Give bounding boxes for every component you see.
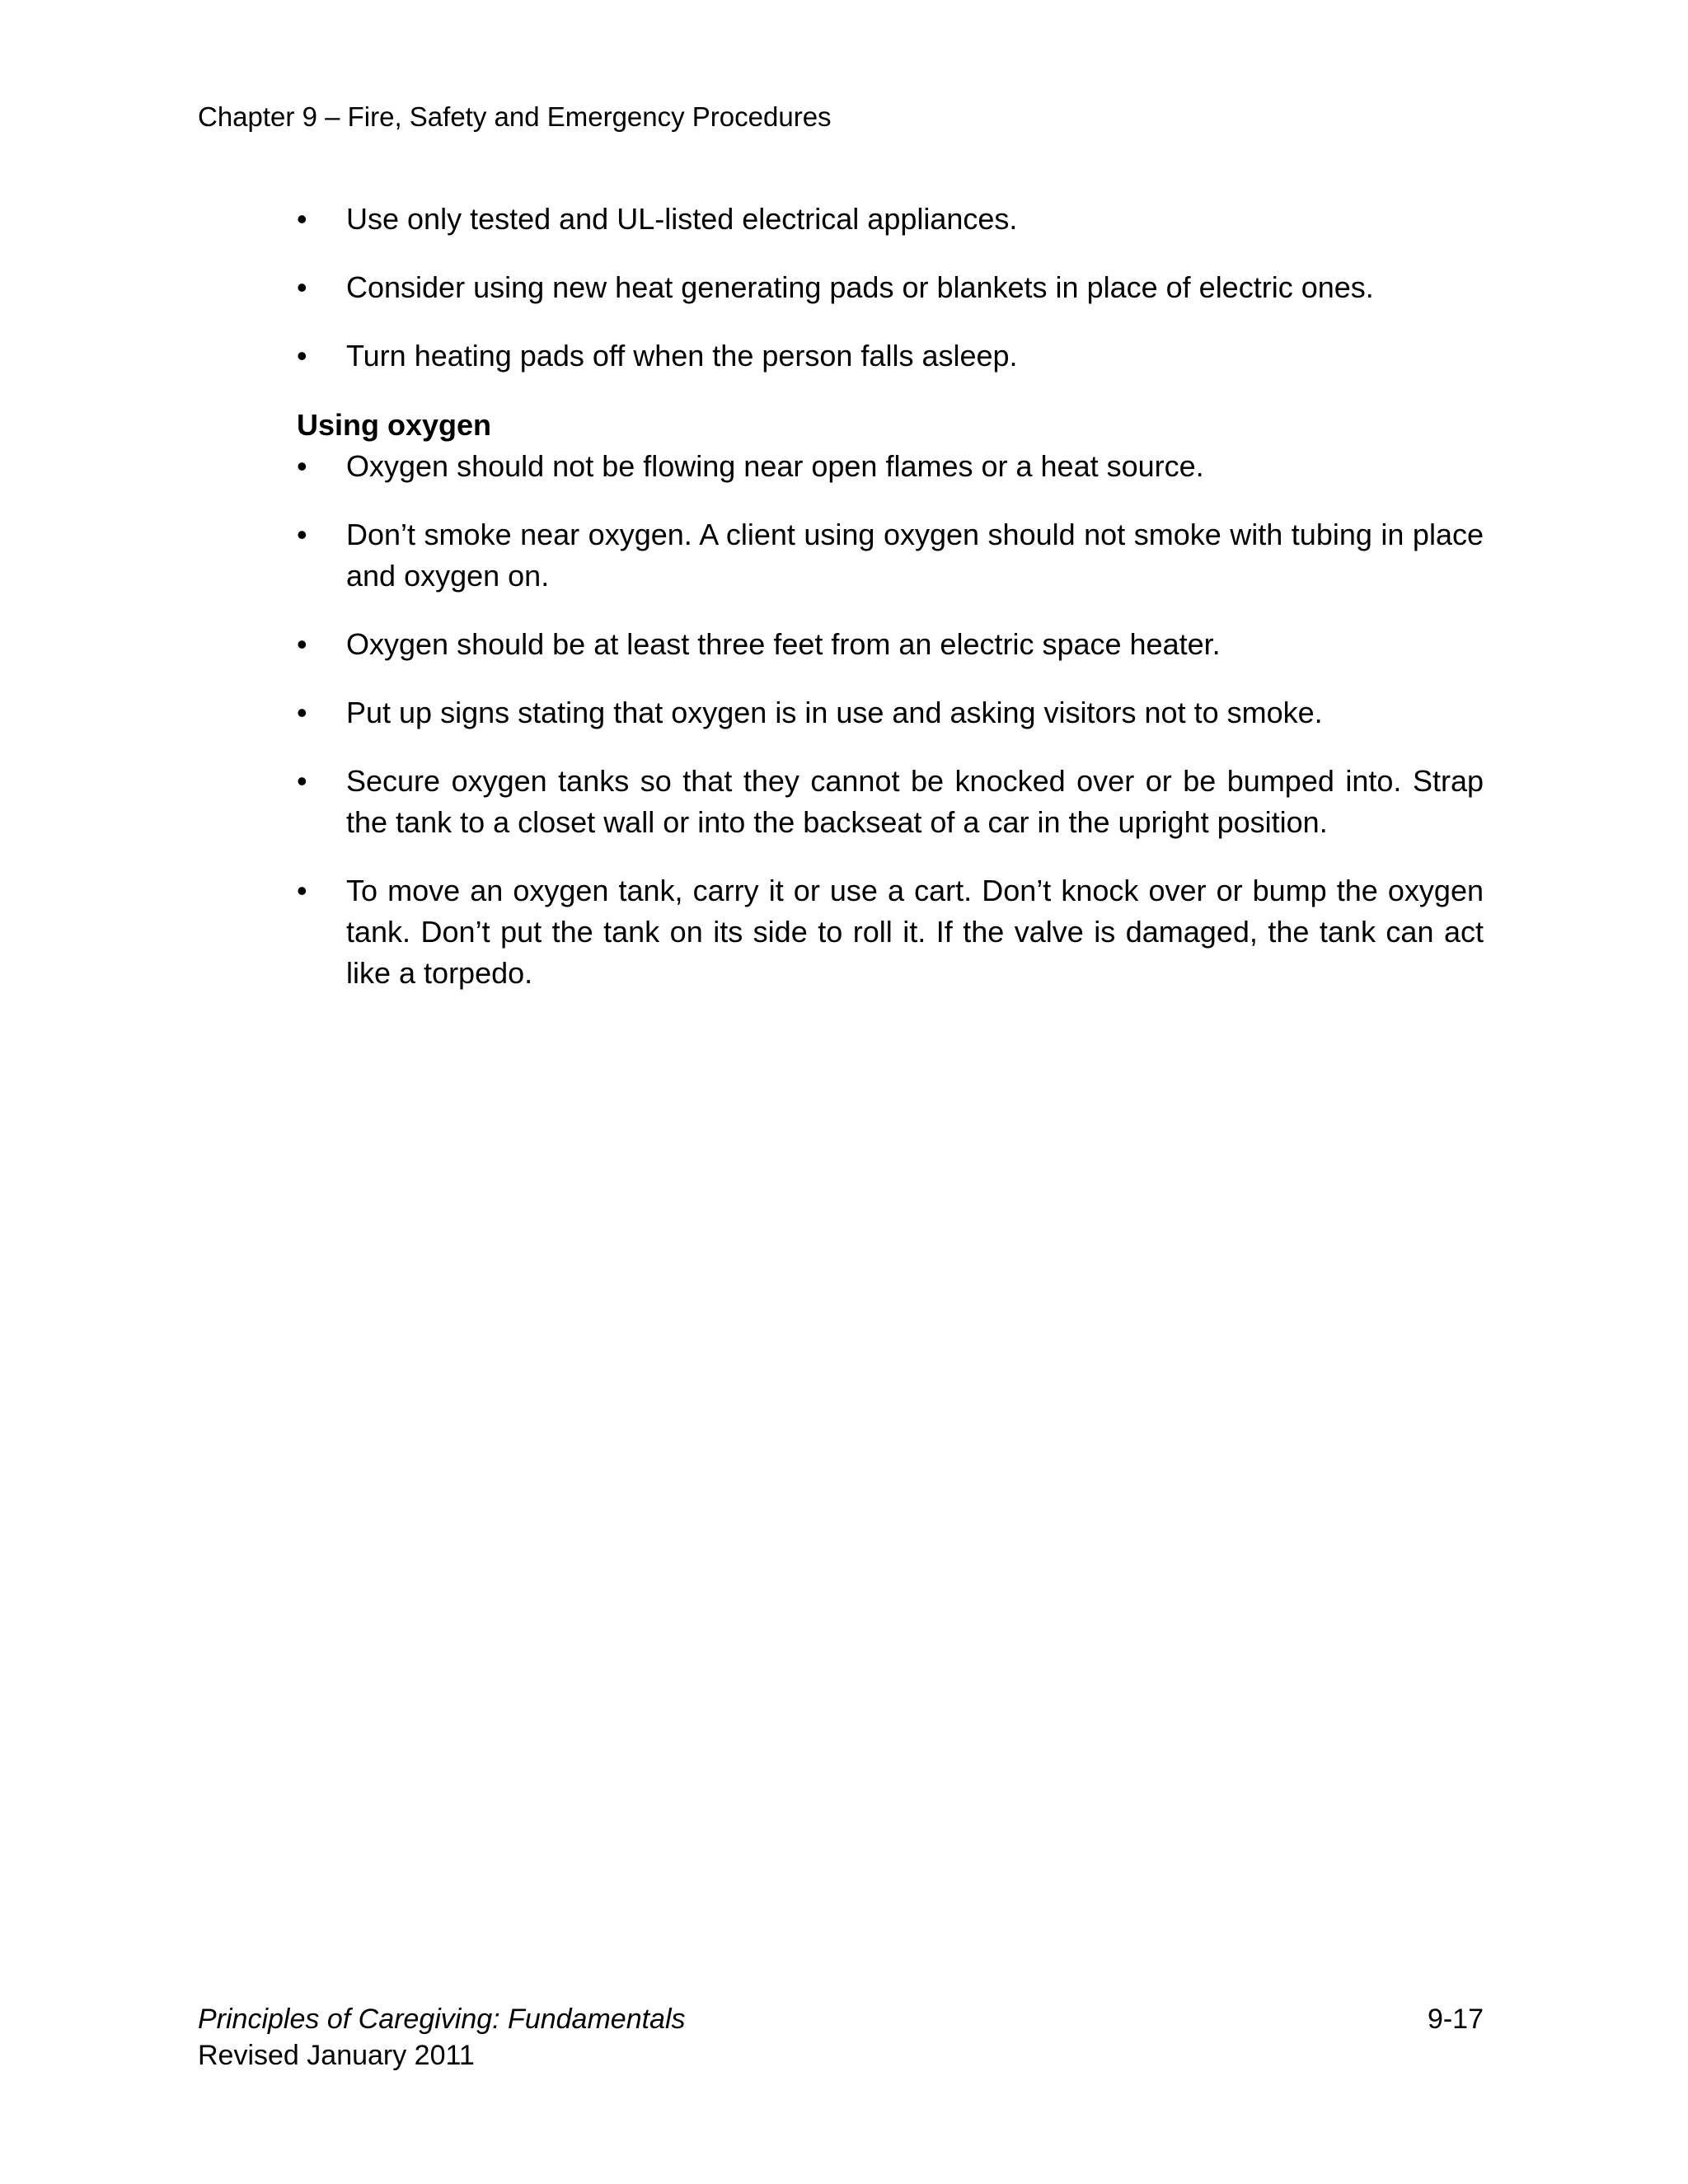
list-item xyxy=(297,335,1484,377)
footer-book-title: Principles of Caregiving: Fundamentals xyxy=(198,2004,686,2035)
page-content xyxy=(297,199,1484,994)
bullet-icon: • xyxy=(297,764,307,798)
list-item-text: Secure oxygen tanks so that they cannot be knocked over or be bumped into. Strap the tank to a closet wall or into the backseat of a car in the upright position. xyxy=(346,764,1484,839)
list-item xyxy=(297,446,1484,487)
list-item-text: Don’t smoke near oxygen. A client using oxygen should not smoke with tubing in place and oxygen on. xyxy=(346,518,1484,593)
bullet-icon: • xyxy=(297,202,307,236)
intro-bullet-list xyxy=(297,199,1484,377)
list-item-text: Oxygen should not be flowing near open flames or a heat source. xyxy=(346,449,1204,483)
bullet-icon: • xyxy=(297,696,307,729)
bullet-icon: • xyxy=(297,518,307,551)
list-item xyxy=(297,514,1484,597)
list-item-text: Oxygen should be at least three feet from an electric space heater. xyxy=(346,627,1221,661)
bullet-icon: • xyxy=(297,339,307,373)
list-item xyxy=(297,624,1484,665)
section-heading: Using oxygen xyxy=(297,408,492,442)
list-item xyxy=(297,199,1484,240)
list-item xyxy=(297,870,1484,994)
list-item xyxy=(297,761,1484,843)
bullet-icon: • xyxy=(297,874,307,907)
bullet-icon: • xyxy=(297,627,307,661)
bullet-icon: • xyxy=(297,449,307,483)
bullet-icon: • xyxy=(297,270,307,304)
oxygen-bullet-list xyxy=(297,446,1484,994)
list-item xyxy=(297,692,1484,733)
footer-revised-date: Revised January 2011 xyxy=(198,2040,475,2071)
list-item-text: Consider using new heat generating pads or blankets in place of electric ones. xyxy=(346,270,1374,304)
list-item-text: Turn heating pads off when the person falls asleep. xyxy=(346,339,1018,373)
list-item-text: Put up signs stating that oxygen is in use and asking visitors not to smoke. xyxy=(346,696,1323,729)
list-item-text: Use only tested and UL-listed electrical appliances. xyxy=(346,202,1018,236)
list-item xyxy=(297,267,1484,308)
footer-page-number: 9-17 xyxy=(1427,2004,1484,2035)
list-item-text: To move an oxygen tank, carry it or use a cart. Don’t knock over or bump the oxygen tank. Don’t put the tank on its side to roll it. If the valve is damaged, the tank can act like a torpedo. xyxy=(346,874,1484,990)
running-header: Chapter 9 – Fire, Safety and Emergency Procedures xyxy=(198,101,832,132)
